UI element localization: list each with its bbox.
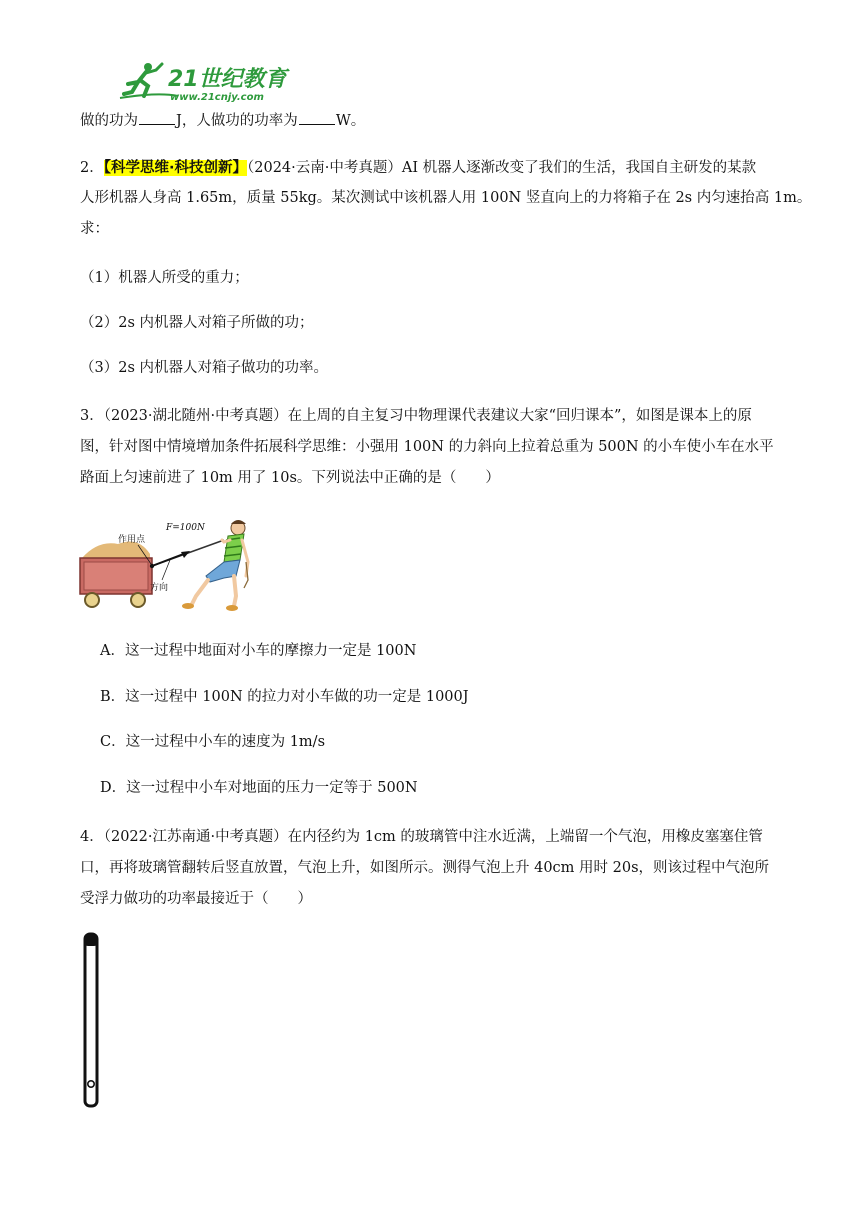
q3-option-b: B．这一过程中 100N 的拉力对小车做的功一定是 1000J: [100, 689, 469, 705]
q4-line-3: 受浮力做功的功率最接近于（ ）: [80, 891, 312, 907]
glass-tube-figure: [80, 932, 104, 1110]
air-bubble: [88, 1081, 94, 1087]
q3-line-3: 路面上匀速前进了 10m 用了 10s。下列说法中正确的是（ ）: [80, 470, 500, 486]
answer-blank-2: [299, 110, 335, 125]
q3-option-c: C．这一过程中小车的速度为 1m/s: [100, 734, 326, 750]
q3-line-2: 图，针对图中情境增加条件拓展科学思维：小强用 100N 的力斜向上拉着总重为 500N 的小车使小车在水平: [80, 439, 774, 455]
boy-pulling: [182, 520, 248, 611]
q3-option-d: D．这一过程中小车对地面的压力一定等于 500N: [100, 780, 418, 796]
continuation-line: 做的功为 J，人做功的功率为 W。: [80, 110, 800, 131]
q4-line-1: 4．（2022·江苏南通·中考真题）在内径约为 1cm 的玻璃管中注水近满，上端留一个气泡，用橡皮塞塞住管: [80, 829, 763, 845]
answer-blank-1: [139, 110, 175, 125]
q2-sub-1: （1）机器人所受的重力；: [80, 270, 249, 286]
label-direction: 方向: [150, 583, 169, 593]
q2-line-3: 求：: [80, 221, 109, 237]
q3-option-a: A．这一过程中地面对小车的摩擦力一定是 100N: [100, 643, 417, 659]
logo-21cnjy: [118, 58, 298, 104]
label-application-point: 作用点: [118, 535, 146, 545]
logo-text: 21世纪教育: [168, 67, 287, 92]
q2-line-2: 人形机器人身高 1.65m，质量 55kg。某次测试中该机器人用 100N 竖直向上的力将箱子在 2s 内匀速抬高 1m。: [80, 190, 812, 206]
rubber-stopper: [84, 934, 98, 946]
q4-line-2: 口，再将玻璃管翻转后竖直放置，气泡上升，如图所示。测得气泡上升 40cm 用时 20s，则该过程中气泡所: [80, 860, 770, 876]
label-force: F=100N: [166, 523, 205, 533]
cart-figure: [78, 518, 278, 614]
wheel-right: [131, 593, 145, 607]
q2-sub-3: （3）2s 内机器人对箱子做功的功率。: [80, 360, 328, 376]
q3-line-1: 3．（2023·湖北随州·中考真题）在上周的自主复习中物理课代表建议大家“回归课本”，如图是课本上的原: [80, 408, 752, 424]
q2-tag: 【科学思维·科技创新】: [103, 160, 247, 176]
q2-line-1: 2．【科学思维·科技创新】（2024·云南·中考真题）AI 机器人逐渐改变了我们的生活，我国自主研发的某款: [80, 160, 757, 176]
logo-url: www.21cnjy.com: [170, 92, 264, 103]
wheel-left: [85, 593, 99, 607]
force-arrow: [181, 551, 190, 558]
q2-sub-2: （2）2s 内机器人对箱子所做的功；: [80, 315, 314, 331]
